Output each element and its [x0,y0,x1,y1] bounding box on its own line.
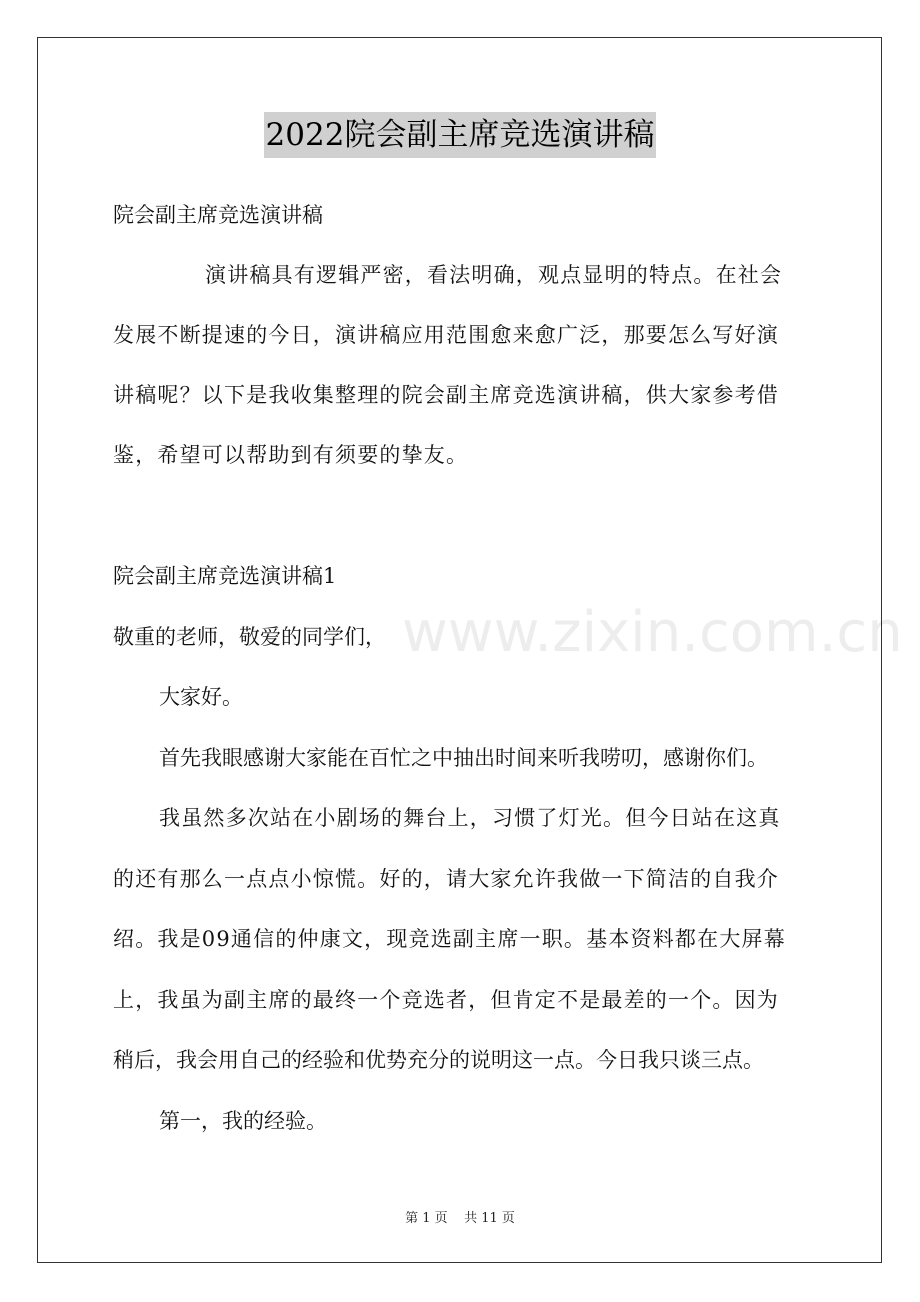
title-container [0,112,920,158]
paragraph-2-line-4: 上，我虽为副主席的最终一个竞选者，但肯定不是最差的一个。因为 [113,988,779,1012]
intro-line-4: 鉴，希望可以帮助到有须要的挚友。 [113,443,469,467]
paragraph-2-line-1: 我虽然多次站在小剧场的舞台上，习惯了灯光。但今日站在这真 [159,806,781,830]
paragraph-1: 首先我眼感谢大家能在百忙之中抽出时间来听我唠叨，感谢你们。 [159,746,768,770]
intro-line-2: 发展不断提速的今日，演讲稿应用范围愈来愈广泛，那要怎么写好演 [113,323,779,347]
intro-line-1: 演讲稿具有逻辑严密，看法明确，观点显明的特点。在社会 [205,263,783,287]
paragraph-2-line-3: 绍。我是09通信的仲康文，现竞选副主席一职。基本资料都在大屏幕 [113,927,786,951]
document-subtitle: 院会副主席竞选演讲稿 [113,203,323,227]
document-title: 2022院会副主席竞选演讲稿 [264,112,657,158]
paragraph-2-line-5: 稍后，我会用自己的经验和优势充分的说明这一点。今日我只谈三点。 [113,1048,764,1072]
paragraph-3: 第一，我的经验。 [159,1109,327,1133]
salutation: 敬重的老师，敬爱的同学们， [113,625,386,649]
watermark: www.zixin.com.cn [402,600,903,665]
page-footer: 第 1 页 共 11 页 [405,1211,515,1226]
paragraph-2-line-2: 的还有那么一点点小惊慌。好的，请大家允许我做一下简洁的自我介 [113,867,779,891]
greeting: 大家好。 [159,685,243,709]
intro-line-3: 讲稿呢？以下是我收集整理的院会副主席竞选演讲稿，供大家参考借 [113,383,779,407]
section-heading: 院会副主席竞选演讲稿1 [113,564,337,588]
